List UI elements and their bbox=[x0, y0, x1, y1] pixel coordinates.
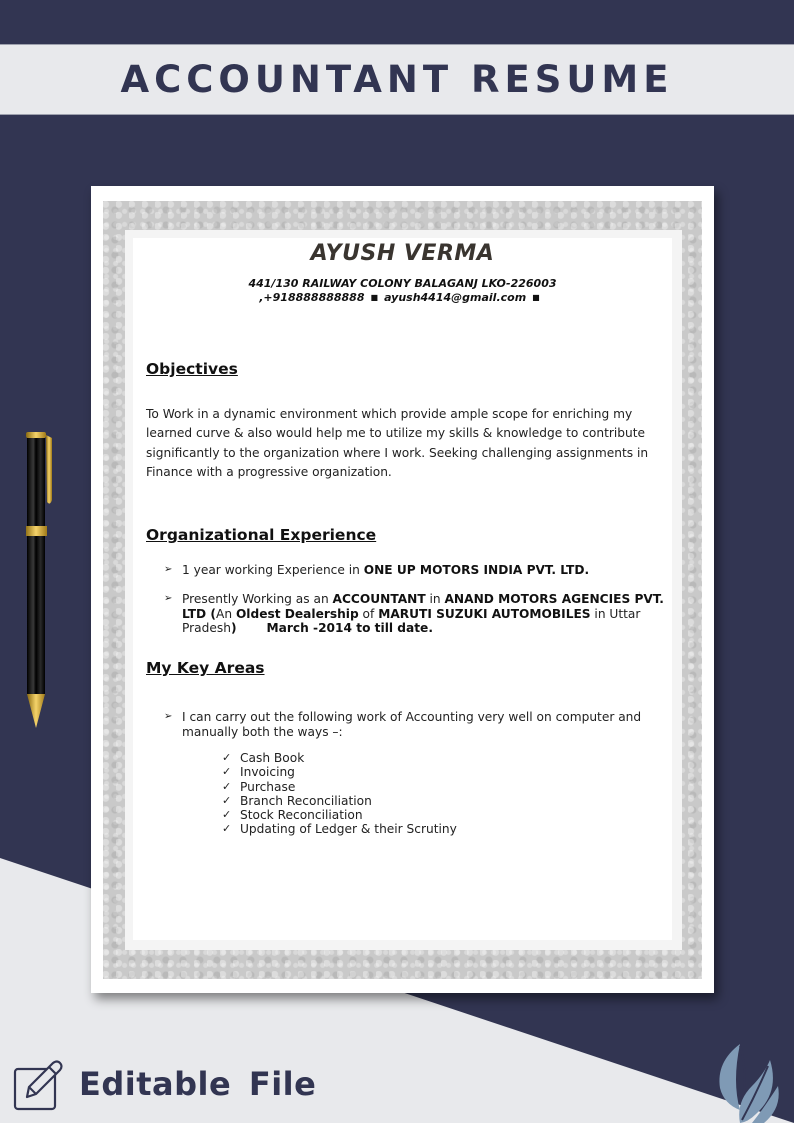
employment-dates: March -2014 to till date. bbox=[266, 621, 433, 635]
check-icon: ✓ bbox=[222, 765, 232, 779]
list-item-label: Purchase bbox=[240, 779, 296, 794]
experience-text: Presently Working as an bbox=[182, 592, 333, 606]
edit-pencil-icon bbox=[13, 1057, 67, 1111]
leaf-logo-icon bbox=[712, 1042, 782, 1123]
phone-number: ,+918888888888 bbox=[259, 291, 365, 304]
experience-text: 1 year working Experience in bbox=[182, 563, 364, 577]
list-item bbox=[222, 751, 457, 765]
contact-block bbox=[133, 277, 672, 305]
check-icon: ✓ bbox=[222, 793, 232, 807]
check-icon: ✓ bbox=[222, 751, 232, 764]
objectives-text: To Work in a dynamic environment which provide ample scope for enriching my learned curve & also would help me to utilize my skills & knowledge to contribute significantly to the organization where I work. Seeking challenging assignments in Finance with a progressive organization. bbox=[146, 407, 649, 479]
textured-border-frame bbox=[103, 201, 702, 979]
pen-icon bbox=[26, 430, 56, 730]
editable-file-label: Editable File bbox=[79, 1065, 317, 1103]
resume-page bbox=[91, 186, 714, 993]
list-item bbox=[222, 794, 457, 808]
objectives-heading: Objectives bbox=[146, 360, 238, 378]
email-address: ayush4414@gmail.com bbox=[384, 291, 527, 304]
list-item bbox=[222, 765, 457, 779]
dealership-label: Oldest Dealership bbox=[235, 606, 359, 621]
company-name: ANAND MOTORS AGENCIES PVT. LTD ( bbox=[182, 592, 664, 621]
list-item-label: Branch Reconciliation bbox=[240, 793, 372, 808]
title-banner bbox=[0, 44, 794, 115]
experience-text: An bbox=[216, 606, 236, 621]
experience-item bbox=[164, 592, 672, 636]
arrow-bullet-icon: ➢ bbox=[164, 711, 173, 722]
experience-text: of bbox=[358, 606, 379, 621]
check-icon: ✓ bbox=[222, 808, 232, 822]
check-icon: ✓ bbox=[222, 779, 232, 793]
check-icon: ✓ bbox=[222, 822, 232, 836]
list-item-label: Stock Reconciliation bbox=[240, 808, 363, 823]
editable-file-badge bbox=[13, 1057, 316, 1111]
job-role: ACCOUNTANT bbox=[332, 592, 426, 606]
brand-name: MARUTI SUZUKI AUTOMOBILES bbox=[378, 606, 591, 621]
list-item-label: Updating of Ledger & their Scrutiny bbox=[240, 822, 457, 837]
experience-heading: Organizational Experience bbox=[146, 526, 377, 544]
phone-email-line bbox=[133, 291, 672, 305]
separator-icon: ■ bbox=[370, 293, 379, 302]
list-item bbox=[222, 808, 457, 822]
list-item-label: Invoicing bbox=[240, 765, 295, 780]
arrow-bullet-icon: ➢ bbox=[164, 564, 173, 575]
key-areas-intro bbox=[164, 710, 672, 739]
list-item bbox=[222, 822, 457, 836]
company-name: ONE UP MOTORS INDIA PVT. LTD. bbox=[363, 563, 590, 577]
list-item bbox=[222, 780, 457, 794]
separator-icon: ■ bbox=[532, 293, 540, 302]
key-areas-list bbox=[222, 751, 457, 837]
experience-text: in bbox=[425, 592, 445, 606]
experience-text: ) bbox=[230, 621, 237, 635]
address-line: 441/130 RAILWAY COLONY BALAGANJ LKO-226003 bbox=[248, 277, 557, 290]
banner-title: ACCOUNTANT RESUME bbox=[120, 58, 674, 101]
key-areas-heading: My Key Areas bbox=[146, 659, 265, 677]
experience-text: in Uttar Pradesh bbox=[182, 606, 641, 635]
list-item-label: Cash Book bbox=[240, 751, 305, 765]
candidate-name: AYUSH VERMA bbox=[310, 241, 495, 266]
experience-item bbox=[164, 563, 672, 578]
frame-inner bbox=[125, 230, 682, 950]
resume-content bbox=[133, 238, 672, 940]
arrow-bullet-icon: ➢ bbox=[164, 593, 173, 604]
key-areas-intro-text: I can carry out the following work of Accounting very well on computer and manually both the ways –: bbox=[182, 710, 642, 739]
